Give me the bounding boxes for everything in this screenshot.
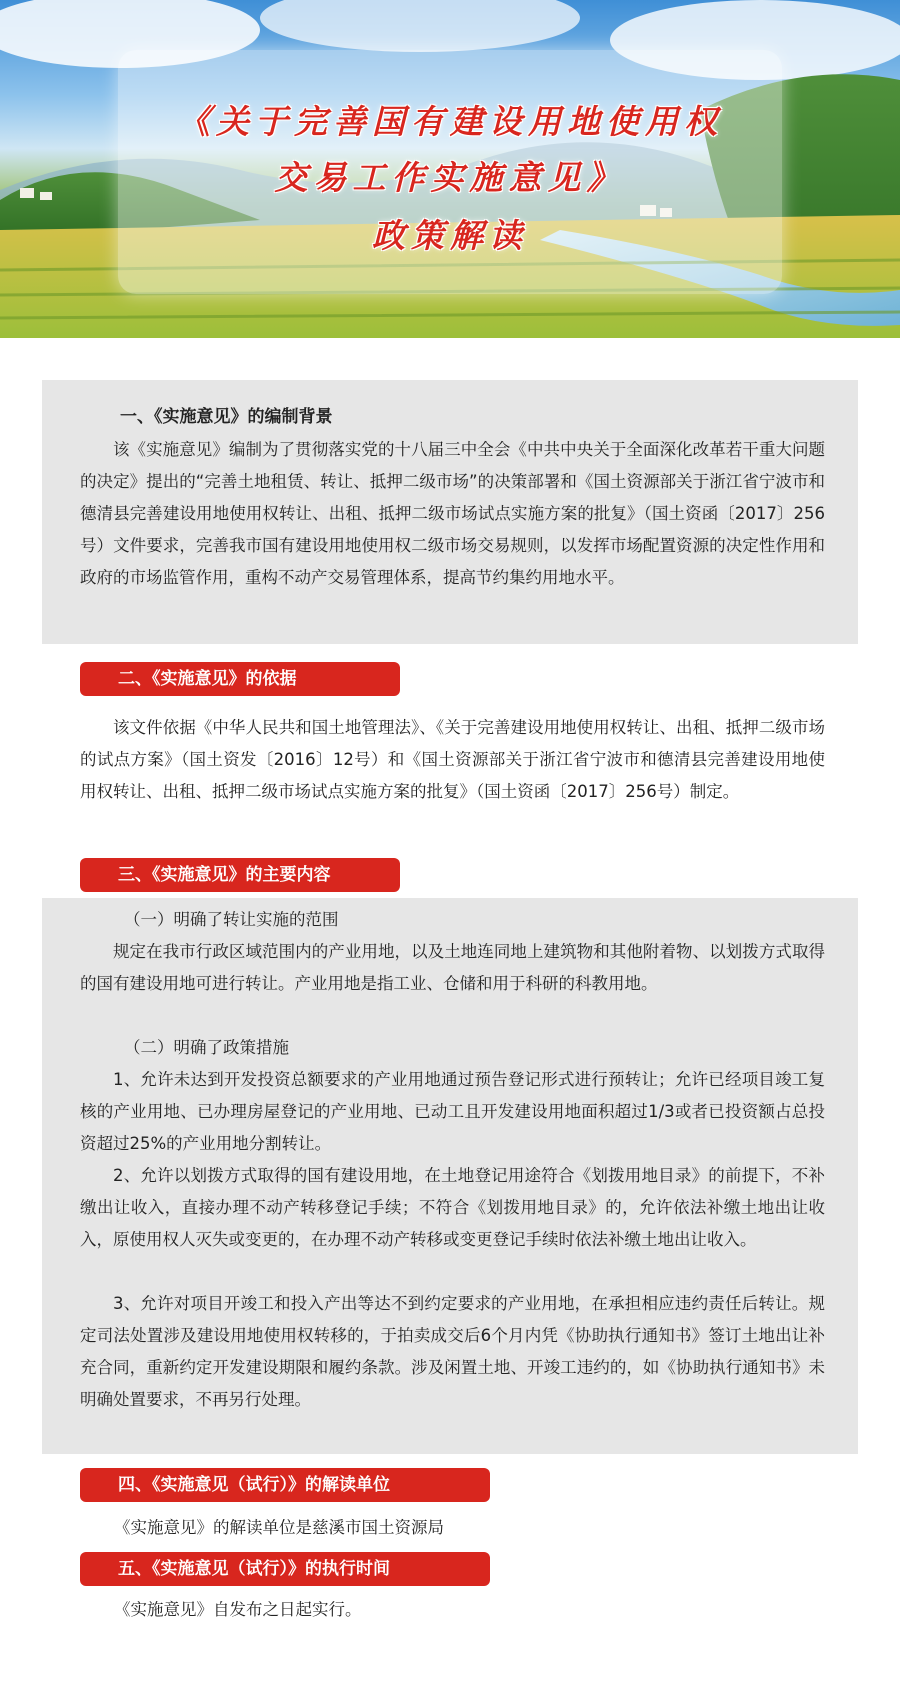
section-1-body: 该《实施意见》编制为了贯彻落实党的十八届三中全会《中共中央关于全面深化改革若干重大问题的决定》提出的“完善土地租赁、转让、抵押二级市场”的决策部署和《国土资源部关于浙江省宁波市和德清县完善建设用地使用权转让、出租、抵押二级市场试点实施方案的批复》（国土资函〔2017〕256号）文件要求，完善我市国有建设用地使用权二级市场交易规则，以发挥市场配置资源的决定性作用和政府的市场监管作用，重构不动产交易管理体系，提高节约集约用地水平。 <box>80 440 825 587</box>
section-5-heading: 五、《实施意见（试行）》的执行时间 <box>80 1552 490 1586</box>
section-3-sub-1: （一）明确了转让实施的范围 <box>124 910 339 929</box>
section-3-para-3: 2、允许以划拨方式取得的国有建设用地，在土地登记用途符合《划拨用地目录》的前提下，不补缴出让收入，直接办理不动产转移登记手续；不符合《划拨用地目录》的，允许依法补缴土地出让收入，原使用权人灭失或变更的，在办理不动产转移或变更登记手续时依法补缴土地出让收入。 <box>80 1166 825 1249</box>
section-2-heading: 二、《实施意见》的依据 <box>80 662 400 696</box>
section-4-body: 《实施意见》的解读单位是慈溪市国土资源局 <box>114 1518 444 1537</box>
section-3-para-2: 1、允许未达到开发投资总额要求的产业用地通过预告登记形式进行预转让；允许已经项目竣工复核的产业用地、已办理房屋登记的产业用地、已动工且开发建设用地面积超过1/3或者已投资额占总投资超过25%的产业用地分割转让。 <box>80 1070 825 1153</box>
page-title-line-3: 政策解读 <box>372 216 528 255</box>
section-3-heading: 三、《实施意见》的主要内容 <box>80 858 400 892</box>
section-2-body: 该文件依据《中华人民共和国土地管理法》、《关于完善建设用地使用权转让、出租、抵押二级市场的试点方案》（国土资发〔2016〕12号）和《国土资源部关于浙江省宁波市和德清县完善建设用地使用权转让、出租、抵押二级市场试点实施方案的批复》（国土资函〔2017〕256号）制定。 <box>80 718 825 801</box>
section-4-heading: 四、《实施意见（试行）》的解读单位 <box>80 1468 490 1502</box>
section-1-heading: 一、《实施意见》的编制背景 <box>120 407 333 427</box>
page-title-line-2: 交易工作实施意见》 <box>274 158 626 197</box>
section-5-body: 《实施意见》自发布之日起实行。 <box>114 1600 362 1619</box>
section-3-para-1: 规定在我市行政区域范围内的产业用地，以及土地连同地上建筑物和其他附着物、以划拨方式取得的国有建设用地可进行转让。产业用地是指工业、仓储和用于科研的科教用地。 <box>80 942 825 993</box>
section-3-para-4: 3、允许对项目开竣工和投入产出等达不到约定要求的产业用地，在承担相应违约责任后转让。规定司法处置涉及建设用地使用权转移的，于拍卖成交后6个月内凭《协助执行通知书》签订土地出让补充合同，重新约定开发建设期限和履约条款。涉及闲置土地、开竣工违约的，如《协助执行通知书》未明确处置要求，不再另行处理。 <box>80 1294 825 1409</box>
page-title-line-1: 《关于完善国有建设用地使用权 <box>177 102 723 141</box>
header-banner <box>0 0 900 338</box>
section-3-sub-2: （二）明确了政策措施 <box>124 1038 289 1057</box>
